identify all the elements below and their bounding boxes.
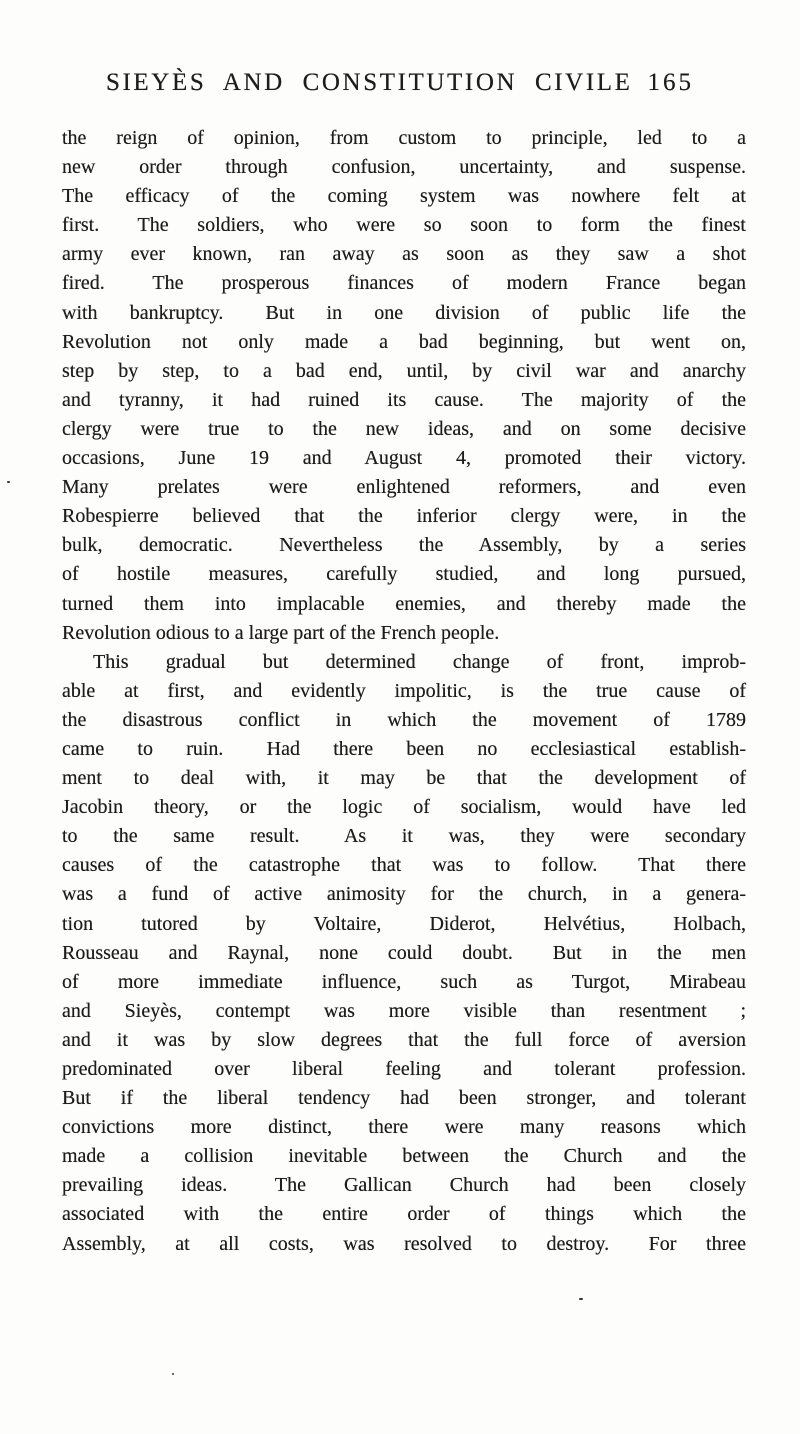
- text-line: ment to deal with, it may be that the development of: [62, 767, 746, 790]
- text-line: came to ruin. Had there been no ecclesiastical establish-: [62, 737, 746, 760]
- text-line: army ever known, ran away as soon as they saw a shot: [62, 243, 746, 266]
- text-line: Assembly, at all costs, was resolved to destroy. For three: [62, 1232, 746, 1255]
- text-line: bulk, democratic. Nevertheless the Assembly, by a series: [62, 534, 746, 557]
- running-header: [0, 69, 800, 97]
- text-line: of hostile measures, carefully studied, and long pursued,: [62, 563, 746, 586]
- scan-speck: [579, 1298, 583, 1300]
- text-line: and Sieyès, contempt was more visible than resentment ;: [62, 999, 746, 1022]
- text-line: Rousseau and Raynal, none could doubt. But in the men: [62, 941, 746, 964]
- text-line: and tyranny, it had ruined its cause. The majority of the: [62, 388, 746, 411]
- scan-speck: [172, 1373, 174, 1375]
- text-line: was a fund of active animosity for the church, in a genera-: [62, 883, 746, 906]
- text-line: of more immediate influence, such as Turgot, Mirabeau: [62, 970, 746, 993]
- text-line: able at first, and evidently impolitic, is the true cause of: [62, 679, 746, 702]
- scan-speck: [7, 481, 10, 483]
- text-line: associated with the entire order of things which the: [62, 1203, 746, 1226]
- text-line: Revolution not only made a bad beginning, but went on,: [62, 330, 746, 353]
- text-line: step by step, to a bad end, until, by civil war and anarchy: [62, 359, 746, 382]
- text-line: the disastrous conflict in which the movement of 1789: [62, 708, 746, 731]
- text-line: first. The soldiers, who were so soon to form the finest: [62, 214, 746, 237]
- header-title: SIEYÈS AND CONSTITUTION CIVILE: [106, 69, 633, 96]
- text-line: Robespierre believed that the inferior clergy were, in the: [62, 505, 746, 528]
- text-line: Many prelates were enlightened reformers, and even: [62, 476, 746, 499]
- text-line: causes of the catastrophe that was to follow. That there: [62, 854, 746, 877]
- text-line: to the same result. As it was, they were secondary: [62, 825, 746, 848]
- text-line: But if the liberal tendency had been stronger, and tolerant: [62, 1087, 746, 1110]
- page-body: [62, 124, 746, 1259]
- text-line: The efficacy of the coming system was nowhere felt at: [62, 185, 746, 208]
- text-line: This gradual but determined change of front, improb-: [93, 650, 746, 673]
- text-line: and it was by slow degrees that the full force of aversion: [62, 1028, 746, 1051]
- text-line: Revolution odious to a large part of the French people.: [62, 621, 500, 644]
- text-line: convictions more distinct, there were many reasons which: [62, 1116, 746, 1139]
- text-line: fired. The prosperous finances of modern France began: [62, 272, 746, 295]
- text-line: new order through confusion, uncertainty, and suspense.: [62, 156, 746, 179]
- text-line: tion tutored by Voltaire, Diderot, Helvétius, Holbach,: [62, 912, 746, 935]
- paragraph-2: [62, 648, 746, 1259]
- text-line: predominated over liberal feeling and tolerant profession.: [62, 1058, 746, 1080]
- page-number: 165: [647, 69, 694, 96]
- text-line: with bankruptcy. But in one division of public life the: [62, 301, 746, 324]
- text-line: turned them into implacable enemies, and thereby made the: [62, 592, 746, 615]
- text-line: occasions, June 19 and August 4, promoted their victory.: [62, 447, 746, 470]
- paragraph-1: [62, 124, 746, 648]
- text-line: the reign of opinion, from custom to principle, led to a: [62, 127, 746, 149]
- text-line: clergy were true to the new ideas, and on some decisive: [62, 417, 746, 440]
- text-line: Jacobin theory, or the logic of socialism, would have led: [62, 796, 746, 819]
- text-line: made a collision inevitable between the Church and the: [62, 1145, 746, 1168]
- text-line: prevailing ideas. The Gallican Church had been closely: [62, 1174, 746, 1197]
